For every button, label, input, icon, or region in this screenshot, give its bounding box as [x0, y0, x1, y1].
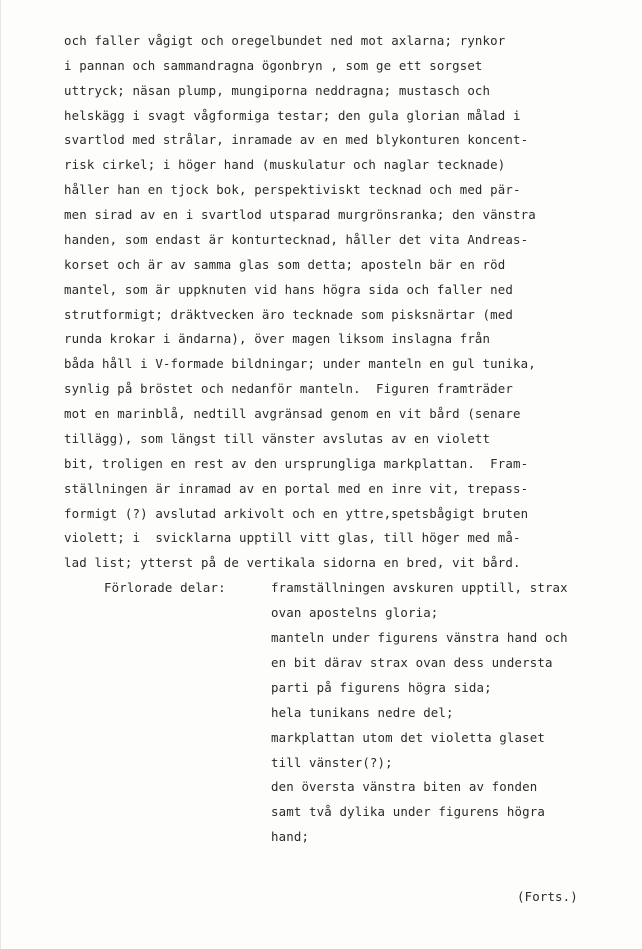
text-line: och faller vågigt och oregelbundet ned mot axlarna; rynkor: [64, 33, 506, 48]
lost-parts-heading: Förlorade delar:: [104, 580, 226, 595]
text-line: men sirad av en i svartlod utsparad murgrönsranka; den vänstra: [64, 207, 536, 222]
lost-parts-line: till vänster(?);: [271, 755, 393, 770]
text-line: formigt (?) avslutad arkivolt och en yttre,spetsbågigt bruten: [64, 506, 529, 521]
text-line: synlig på bröstet och nedanför manteln. Figuren framträder: [64, 381, 513, 396]
text-line: svartlod med strålar, inramade av en med blykonturen koncent-: [64, 132, 529, 147]
text-line: runda krokar i ändarna), över magen liksom inslagna från: [64, 331, 491, 346]
text-line: strutformigt; dräktvecken äro tecknade som pisksnärtar (med: [64, 307, 513, 322]
lost-parts-line: hand;: [271, 829, 310, 844]
lost-parts-line: en bit därav strax ovan dess understa: [271, 655, 553, 670]
text-line: mantel, som är uppknuten vid hans högra sida och faller ned: [64, 282, 513, 297]
text-line: tillägg), som längst till vänster avslutas av en violett: [64, 431, 491, 446]
text-line: risk cirkel; i höger hand (muskulatur och naglar tecknade): [64, 157, 506, 172]
continuation-note: (Forts.): [517, 889, 578, 904]
lost-parts-line: manteln under figurens vänstra hand och: [271, 630, 568, 645]
lost-parts-line: den översta vänstra biten av fonden: [271, 779, 538, 794]
text-line: uttryck; näsan plump, mungiporna neddragna; mustasch och: [64, 83, 491, 98]
lost-parts-line: markplattan utom det violetta glaset: [271, 730, 545, 745]
text-line: handen, som endast är konturtecknad, håller det vita Andreas-: [64, 232, 529, 247]
lost-parts-line: hela tunikans nedre del;: [271, 705, 454, 720]
lost-parts-line: samt två dylika under figurens högra: [271, 804, 545, 819]
text-line: håller han en tjock bok, perspektiviskt tecknad och med pär-: [64, 182, 521, 197]
text-line: korset och är av samma glas som detta; aposteln bär en röd: [64, 257, 506, 272]
lost-parts-line: framställningen avskuren upptill, strax: [271, 580, 568, 595]
text-line: lad list; ytterst på de vertikala sidorna en bred, vit bård.: [64, 555, 521, 570]
text-line: mot en marinblå, nedtill avgränsad genom en vit bård (senare: [64, 406, 521, 421]
text-line: ställningen är inramad av en portal med en inre vit, trepass-: [64, 481, 529, 496]
text-line: bit, troligen en rest av den ursprungliga markplattan. Fram-: [64, 456, 529, 471]
text-line: i pannan och sammandragna ögonbryn , som ge ett sorgset: [64, 58, 483, 73]
text-line: båda håll i V-formade bildningar; under manteln en gul tunika,: [64, 356, 536, 371]
text-line: violett; i svicklarna upptill vitt glas, till höger med må-: [64, 530, 521, 545]
lost-parts-line: parti på figurens högra sida;: [271, 680, 492, 695]
text-line: helskägg i svagt vågformiga testar; den gula glorian målad i: [64, 108, 521, 123]
lost-parts-line: ovan apostelns gloria;: [271, 605, 439, 620]
